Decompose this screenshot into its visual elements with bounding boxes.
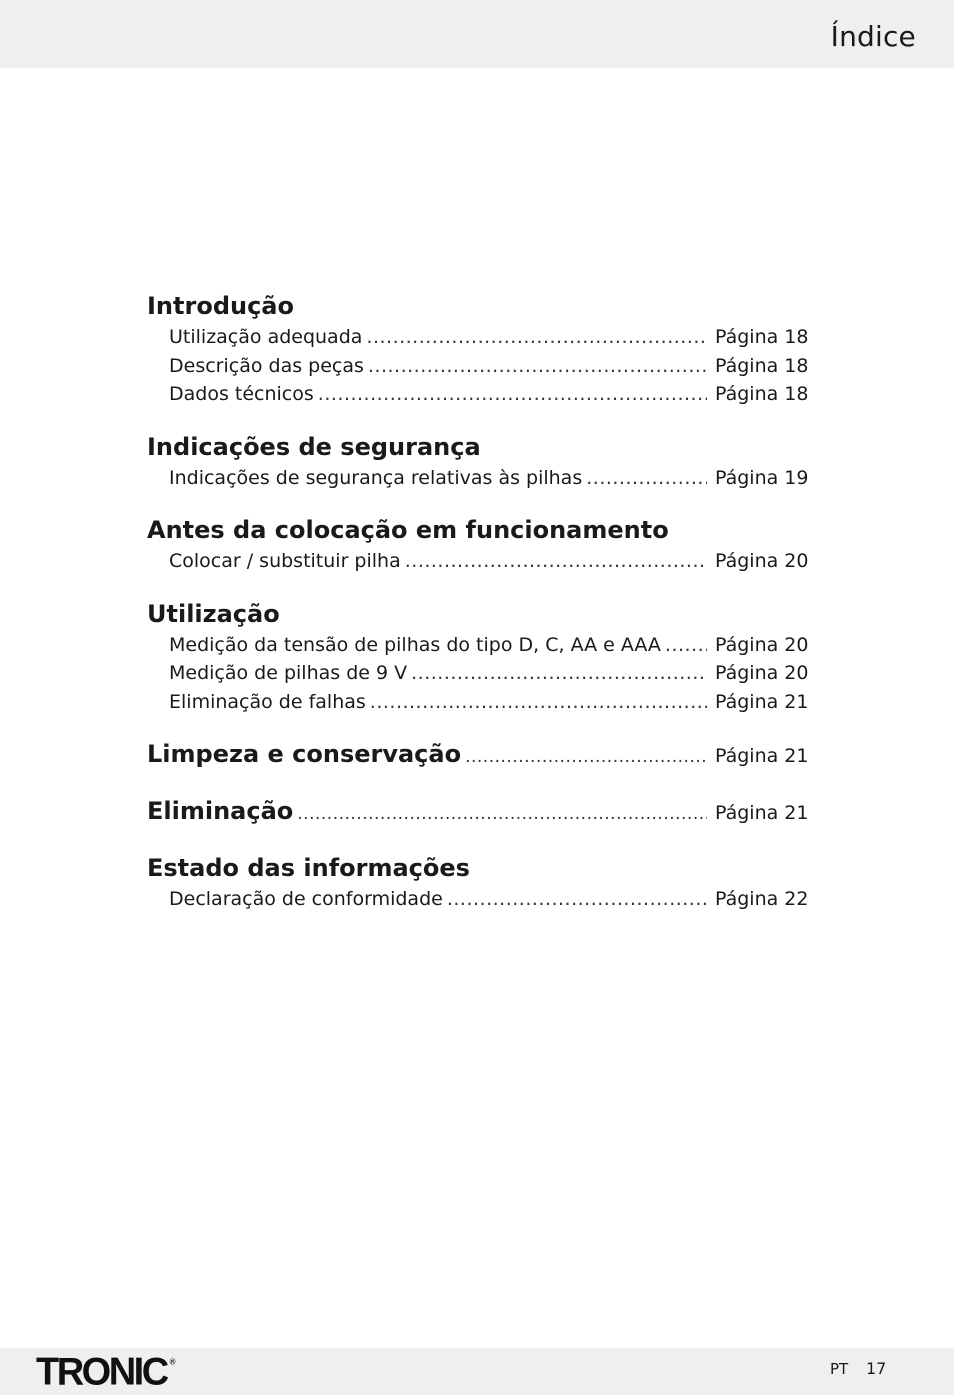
entry-label: Medição de pilhas de 9 V bbox=[169, 662, 408, 684]
toc-entry[interactable] bbox=[147, 885, 807, 914]
entry-label: Descrição das peças bbox=[169, 354, 364, 377]
dot-leader bbox=[405, 547, 707, 576]
section-heading[interactable] bbox=[147, 431, 807, 464]
entry-page-ref: Página 19 bbox=[715, 466, 809, 489]
dot-leader bbox=[368, 352, 707, 381]
entry-label: Medição da tensão de pilhas do tipo D, C, AA e AAA bbox=[169, 633, 661, 656]
section-title: Utilização bbox=[147, 599, 280, 628]
section-title: Eliminação bbox=[147, 797, 294, 825]
section-heading[interactable] bbox=[147, 852, 807, 885]
section-page-ref: Página 21 bbox=[715, 745, 809, 767]
entry-label: Dados técnicos bbox=[169, 383, 314, 405]
brand-logo bbox=[36, 1351, 176, 1395]
section-heading[interactable] bbox=[147, 514, 807, 547]
dot-leader bbox=[318, 380, 707, 409]
toc-section bbox=[147, 290, 807, 431]
toc-section bbox=[147, 431, 807, 515]
entry-page-ref: Página 20 bbox=[715, 662, 809, 684]
entry-label: Declaração de conformidade bbox=[169, 888, 443, 910]
entry-label: Utilização adequada bbox=[169, 326, 363, 348]
entry-page-ref: Página 18 bbox=[715, 354, 809, 377]
table-of-contents bbox=[147, 290, 807, 914]
dot-leader bbox=[370, 688, 707, 717]
dot-leader bbox=[366, 323, 707, 352]
toc-entry[interactable] bbox=[147, 464, 807, 493]
entry-page-ref: Página 20 bbox=[715, 633, 809, 656]
entry-page-ref: Página 20 bbox=[715, 550, 809, 572]
dot-leader bbox=[447, 885, 707, 914]
entry-page-ref: Página 18 bbox=[715, 383, 809, 405]
entry-page-ref: Página 21 bbox=[715, 690, 809, 713]
toc-section bbox=[147, 738, 807, 795]
section-heading[interactable] bbox=[147, 598, 807, 631]
section-title: Introdução bbox=[147, 292, 294, 320]
brand-name: TRONIC bbox=[36, 1351, 167, 1394]
entry-label: Colocar / substituir pilha bbox=[169, 550, 401, 572]
dot-leader bbox=[665, 631, 707, 660]
dot-leader bbox=[586, 464, 707, 493]
toc-entry[interactable] bbox=[147, 352, 807, 381]
entry-page-ref: Página 18 bbox=[715, 326, 809, 348]
section-heading[interactable] bbox=[147, 795, 807, 828]
page-number: 17 bbox=[866, 1359, 887, 1378]
section-title: Limpeza e conservação bbox=[147, 740, 462, 768]
toc-section bbox=[147, 852, 807, 914]
section-heading[interactable] bbox=[147, 290, 807, 323]
section-page-ref: Página 21 bbox=[715, 802, 809, 824]
toc-entry[interactable] bbox=[147, 659, 807, 688]
dot-leader bbox=[411, 659, 707, 688]
toc-entry[interactable] bbox=[147, 547, 807, 576]
toc-entry[interactable] bbox=[147, 380, 807, 409]
language-code: PT bbox=[830, 1360, 849, 1378]
section-heading[interactable] bbox=[147, 738, 807, 771]
toc-entry[interactable] bbox=[147, 688, 807, 717]
entry-page-ref: Página 22 bbox=[715, 888, 809, 910]
toc-entry[interactable] bbox=[147, 323, 807, 352]
dot-leader bbox=[465, 741, 707, 774]
registered-mark: ® bbox=[169, 1357, 176, 1367]
page-title: Índice bbox=[830, 20, 916, 53]
section-title: Estado das informações bbox=[147, 854, 470, 882]
toc-section bbox=[147, 514, 807, 598]
toc-entry[interactable] bbox=[147, 631, 807, 660]
entry-label: Indicações de segurança relativas às pilhas bbox=[169, 466, 583, 489]
header-band bbox=[0, 0, 954, 68]
dot-leader bbox=[297, 798, 707, 831]
section-title: Indicações de segurança bbox=[147, 432, 481, 461]
section-title: Antes da colocação em funcionamento bbox=[147, 516, 669, 544]
toc-section bbox=[147, 795, 807, 852]
entry-label: Eliminação de falhas bbox=[169, 690, 366, 713]
toc-section bbox=[147, 598, 807, 739]
